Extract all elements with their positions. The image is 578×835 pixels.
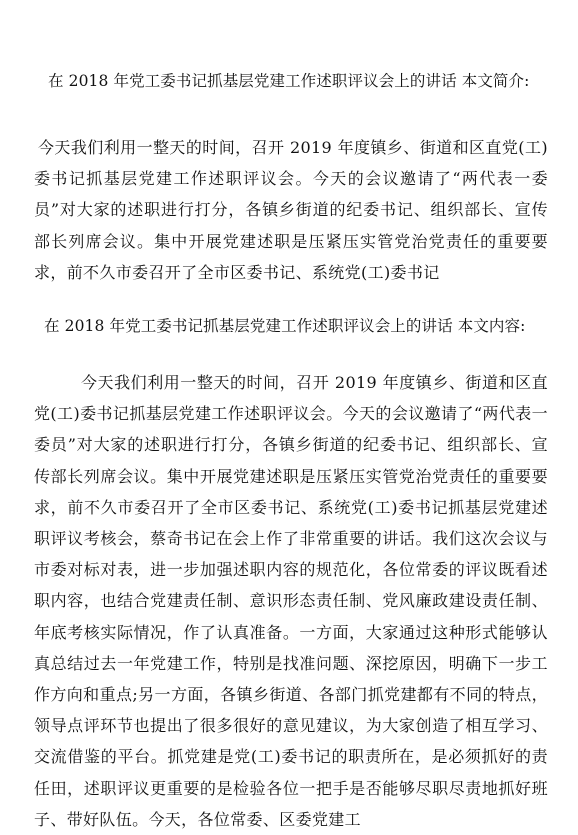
summary-paragraph: 今天我们利用一整天的时间，召开 2019 年度镇乡、街道和区直党(工)委书记抓基层党建工作述职评议会。今天的会议邀请了“两代表一委员”对大家的述职进行打分，各镇乡街道的纪委书记、组织部长、宣传部长列席会议。集中开展党建述职是压紧压实管党治党责任的重要要求，前不久市委召开了全市区委书记、系统党(工)委书记 <box>34 138 548 282</box>
content-heading: 在 2018 年党工委书记抓基层党建工作述职评议会上的讲话 本文内容: <box>44 317 526 335</box>
summary-heading: 在 2018 年党工委书记抓基层党建工作述职评议会上的讲话 本文简介: <box>48 72 530 90</box>
content-paragraph: 今天我们利用一整天的时间，召开 2019 年度镇乡、街道和区直党(工)委书记抓基层党建工作述职评议会。今天的会议邀请了“两代表一委员”对大家的述职进行打分，各镇乡街道的纪委书记、组织部长、宣传部长列席会议。集中开展党建述职是压紧压实管党治党责任的重要要求，前不久市委召开了全市区委书记、系统党(工)委书记抓基层党建述职评议考核会，蔡奇书记在会上作了非常重要的讲话。我们这次会议与市委对标对表，进一步加强述职内容的规范化，各位常委的评议既看述职内容，也结合党建责任制、意识形态责任制、党风廉政建设责任制、年底考核实际情况，作了认真准备。一方面，大家通过这种形式能够认真总结过去一年党建工作，特别是找准问题、深挖原因，明确下一步工作方向和重点;另一方面，各镇乡街道、各部门抓党建都有不同的特点，领导点评环节也提出了很多很好的意见建议，为大家创造了相互学习、交流借鉴的平台。抓党建是党(工)委书记的职责所在，是必须抓好的责任田，述职评议更重要的是检验各位一把手是否能够尽职尽责地抓好班子、带好队伍。今天，各位常委、区委党建工 <box>34 373 548 829</box>
